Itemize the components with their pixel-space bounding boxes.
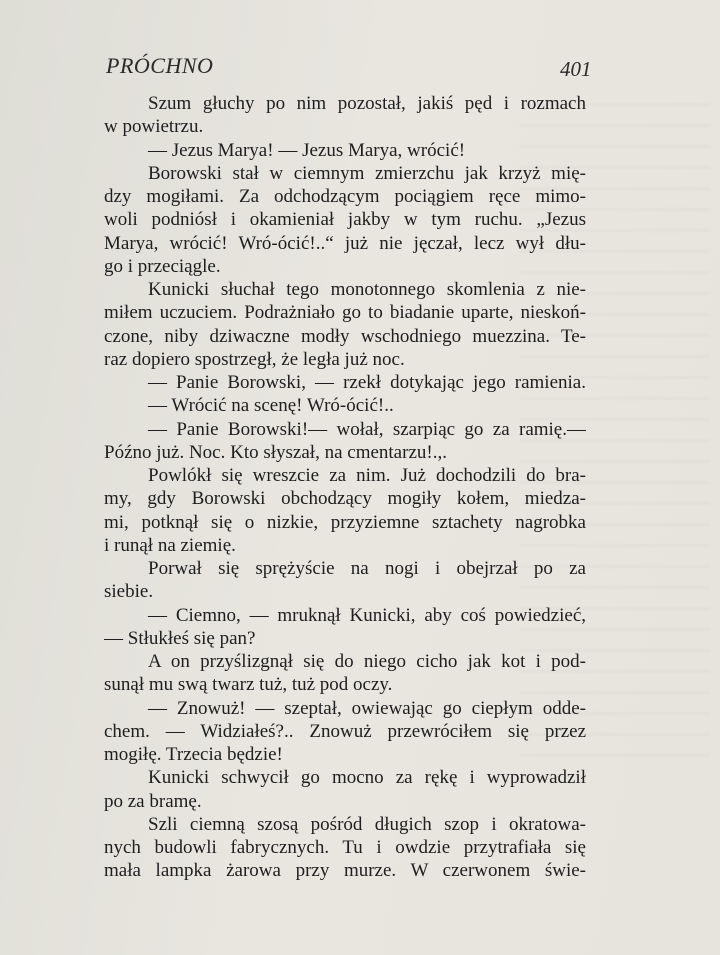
text-line: Borowski stał w ciemnym zmierzchu jak krzyż mię- [148, 162, 586, 184]
text-line: — Panie Borowski!— wołał, szarpiąc go za ramię.— [148, 418, 586, 440]
text-line: Kunicki schwycił go mocno za rękę i wyprowadził [148, 767, 586, 789]
text-line: Szum głuchy po nim pozostał, jakiś pęd i rozmach [148, 93, 586, 114]
text-line: — Jezus Marya! — Jezus Marya, wrócić! [148, 139, 466, 161]
text-line: chem. — Widziałeś?.. Znowuż przewróciłem się przez [104, 720, 586, 742]
text-line: miłem uczuciem. Podrażniało go to biadanie uparte, nieskoń- [104, 302, 586, 324]
text-line: A on przyślizgnął się do niego cicho jak kot i pod- [148, 651, 586, 672]
text-line: Kunicki słuchał tego monotonnego skomlenia z nie- [148, 279, 586, 300]
text-line: dzy mogiłami. Za odchodzącym pociągiem ręce mimo- [104, 186, 586, 207]
text-line: siebie. [104, 581, 154, 603]
text-line: czone, niby dziwaczne modły wschodniego muezzina. Te- [104, 325, 586, 347]
text-line: — Ciemno, — mruknął Kunicki, aby coś powiedzieć, [148, 604, 586, 626]
text-line: w powietrzu. [104, 116, 204, 138]
text-line: go i przeciągle. [104, 255, 221, 277]
text-line: — Znowuż! — szeptał, owiewając go ciepłym odde- [148, 697, 586, 719]
text-line: — Stłukłeś się pan? [104, 627, 256, 649]
text-line: — Panie Borowski, — rzekł dotykając jego ramienia. [148, 372, 586, 393]
text-line: Powlókł się wreszcie za nim. Już dochodzili do bra- [148, 465, 586, 486]
text-line: raz dopiero spostrzegł, że legła już noc. [104, 348, 405, 370]
text-line: mała lampka żarowa przy murze. W czerwonem świe- [104, 860, 586, 882]
text-line: i runął na ziemię. [104, 534, 236, 556]
text-line: woli podniósł i okamieniał jakby w tym ruchu. „Jezus [104, 209, 586, 231]
text-line: my, gdy Borowski obchodzący mogiły kołem, miedza- [104, 488, 586, 510]
body-text [104, 92, 586, 883]
running-title: PRÓCHNO [106, 53, 214, 78]
text-line: — Wrócić na scenę! Wró-ócić!.. [148, 395, 394, 417]
text-line: Późno już. Noc. Kto słyszał, na cmentarzu!.,. [104, 441, 447, 463]
page-number: 401 [560, 57, 592, 81]
text-line: Porwał się sprężyście na nogi i obejrzał po za [148, 558, 586, 579]
text-line: Szli ciemną szosą pośród długich szop i okratowa- [148, 813, 586, 835]
text-line: mogiłę. Trzecia będzie! [104, 744, 283, 765]
text-line: sunął mu swą twarz tuż, tuż pod oczy. [104, 674, 393, 696]
text-line: nych budowli fabrycznych. Tu i owdzie przytrafiała się [104, 837, 586, 858]
text-line: po za bramę. [104, 790, 202, 812]
text-line: Marya, wrócić! Wró-ócić!..“ już nie jęczał, lecz wył dłu- [104, 232, 586, 254]
text-line: mi, potknął się o nizkie, przyziemne sztachety nagrobka [104, 511, 586, 533]
